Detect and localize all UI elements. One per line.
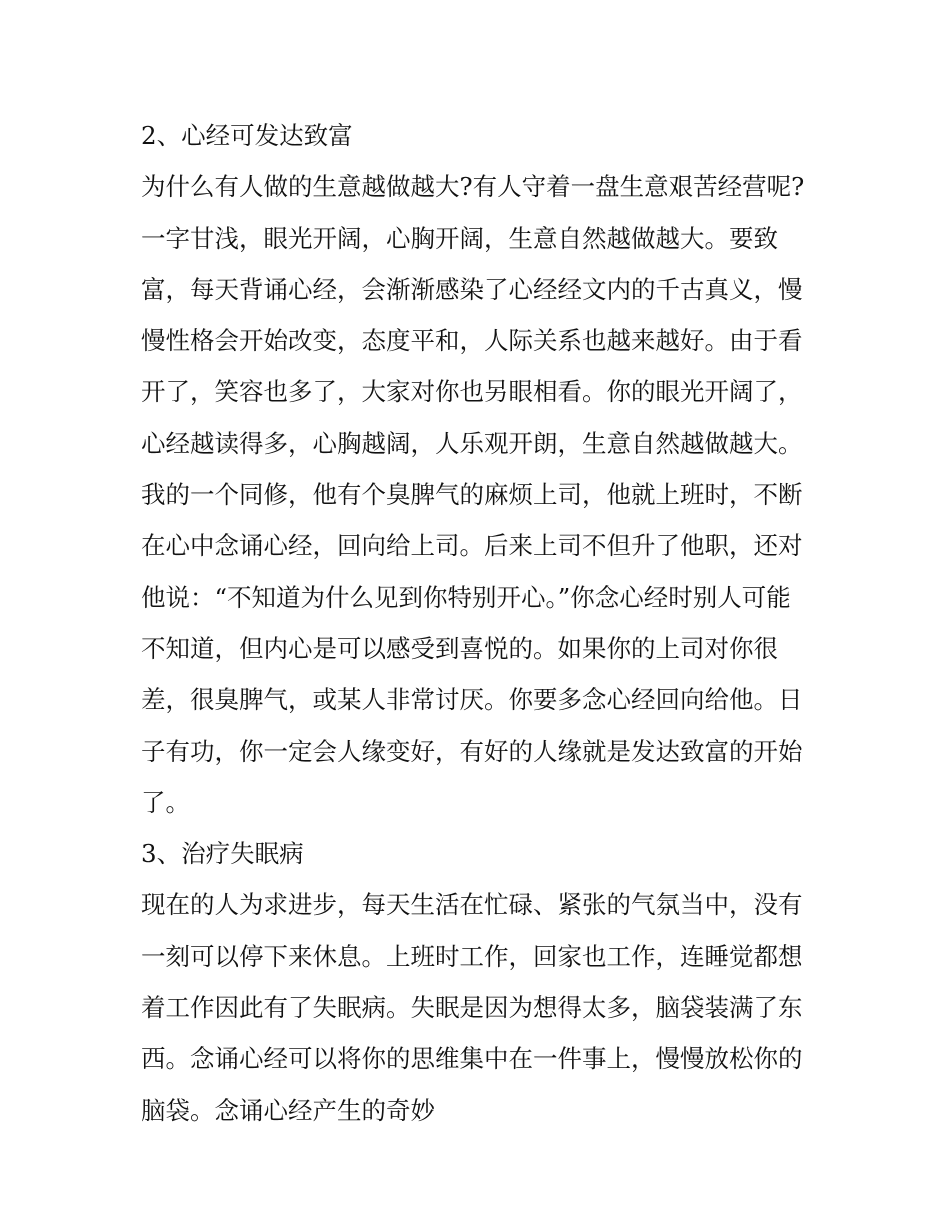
paragraph-line: 开了，笑容也多了，大家对你也另眼相看。你的眼光开阔了，	[141, 377, 803, 407]
paragraph-line: 现在的人为求进步，每天生活在忙碌、紧张的气氛当中，没有	[141, 890, 803, 920]
section-heading-wealth: 2、心经可发达致富	[141, 121, 353, 150]
paragraph-line: 富，每天背诵心经，会渐渐感染了心经经文内的千古真义，慢	[141, 274, 803, 304]
paragraph-line: 他说：“不知道为什么见到你特别开心。”你念心经时别人可能	[141, 582, 791, 612]
paragraph-line: 为什么有人做的生意越做越大?有人守着一盘生意艰苦经营呢?	[141, 172, 805, 202]
paragraph-line: 差，很臭脾气，或某人非常讨厌。你要多念心经回向给他。日	[141, 685, 803, 715]
paragraph-line: 一字甘浅，眼光开阔，心胸开阔，生意自然越做越大。要致	[141, 223, 778, 253]
paragraph-line: 脑袋。念诵心经产生的奇妙	[141, 1095, 435, 1125]
paragraph-line: 一刻可以停下来休息。上班时工作，回家也工作，连睡觉都想	[141, 941, 803, 971]
document-body	[141, 110, 821, 1136]
paragraph-line: 在心中念诵心经，回向给上司。后来上司不但升了他职，还对	[141, 531, 803, 561]
paragraph-line: 了。	[141, 787, 190, 817]
paragraph-line: 着工作因此有了失眠病。失眠是因为想得太多，脑袋装满了东	[141, 993, 803, 1023]
paragraph-line: 西。念诵心经可以将你的思维集中在一件事上，慢慢放松你的	[141, 1044, 803, 1074]
paragraph-line: 不知道，但内心是可以感受到喜悦的。如果你的上司对你很	[141, 633, 778, 663]
section-heading-insomnia: 3、治疗失眠病	[141, 839, 304, 869]
paragraph-line: 子有功，你一定会人缘变好，有好的人缘就是发达致富的开始	[141, 736, 803, 766]
paragraph-line: 慢性格会开始改变，态度平和，人际关系也越来越好。由于看	[141, 326, 803, 356]
paragraph-line: 心经越读得多，心胸越阔，人乐观开朗，生意自然越做越大。	[141, 428, 803, 458]
paragraph-line: 我的一个同修，他有个臭脾气的麻烦上司，他就上班时，不断	[141, 480, 803, 510]
